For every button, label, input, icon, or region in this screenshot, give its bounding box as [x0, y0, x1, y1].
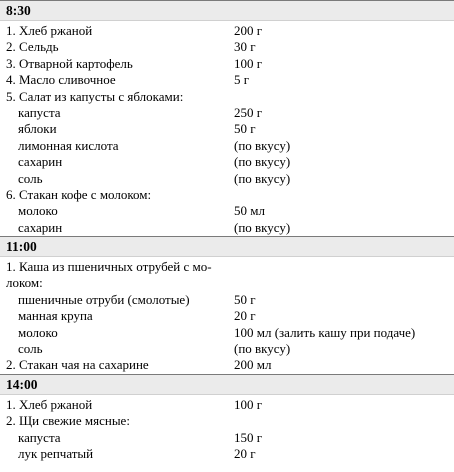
dish-name: 2. Стакан чая на сахарине	[6, 357, 149, 373]
dish-name: 1. Хлеб ржаной	[6, 23, 93, 38]
ingredient-name: молоко	[18, 203, 58, 219]
dish-row	[0, 89, 454, 105]
quantity: 150 г	[234, 429, 263, 445]
dish-row	[0, 56, 454, 72]
dish-name: 4. Масло сливочное	[6, 72, 116, 88]
ingredient-row	[0, 121, 454, 137]
meal-time-header: 14:00	[0, 375, 454, 395]
quantity: 200 мл	[234, 357, 272, 373]
quantity: 5 г	[234, 72, 250, 88]
ingredient-name: молоко	[18, 324, 58, 340]
ingredient-row	[0, 446, 454, 462]
dish-name: 5. Салат из капусты с яблоками:	[6, 88, 184, 104]
quantity: 100 г	[234, 396, 263, 412]
ingredient-name: капуста	[18, 429, 61, 445]
ingredient-row	[0, 154, 454, 170]
ingredient-name: сахарин	[18, 154, 63, 170]
quantity: 50 г	[234, 291, 256, 307]
quantity: 250 г	[234, 104, 263, 120]
meal-time-header: 11:00	[0, 237, 454, 257]
meal-items	[0, 395, 454, 463]
ingredient-row	[0, 220, 454, 236]
ingredient-name: яблоки	[18, 121, 57, 137]
ingredient-row	[0, 308, 454, 324]
quantity: (по вкусу)	[234, 154, 291, 170]
ingredient-name: лук репчатый	[18, 445, 94, 461]
ingredient-row	[0, 171, 454, 187]
ingredient-row	[0, 203, 454, 219]
ingredient-row	[0, 105, 454, 121]
ingredient-row	[0, 341, 454, 357]
dish-name: 2. Щи свежие мясные:	[6, 413, 130, 429]
dish-row	[0, 187, 454, 203]
dish-row	[0, 397, 454, 413]
ingredient-name: манная крупа	[18, 308, 93, 324]
dish-name: 1. Каша из пшеничных отрубей с мо-	[6, 259, 212, 275]
quantity: (по вкусу)	[234, 137, 291, 153]
quantity: (по вкусу)	[234, 219, 291, 235]
dish-row	[0, 23, 454, 39]
dish-name: 6. Стакан кофе с молоком:	[6, 186, 152, 202]
meal-time-header: 8:30	[0, 1, 454, 21]
ingredient-name: пшеничные отруби (смолотые)	[18, 291, 190, 307]
ingredient-name: соль	[18, 341, 43, 357]
ingredient-name: лимонная кислота	[18, 137, 119, 153]
quantity: 30 г	[234, 39, 256, 55]
dish-name: 1. Хлеб ржаной	[6, 396, 93, 412]
ingredient-name: капуста	[18, 104, 61, 120]
dish-row	[0, 72, 454, 88]
dish-row	[0, 413, 454, 429]
meal-section	[0, 236, 454, 374]
quantity: 20 г	[234, 445, 256, 461]
dish-row	[0, 275, 454, 291]
ingredient-row	[0, 292, 454, 308]
quantity: 50 г	[234, 121, 256, 137]
dish-name: 2. Сельдь	[6, 39, 59, 55]
ingredient-name: сахарин	[18, 219, 63, 235]
quantity: 200 г	[234, 23, 263, 38]
quantity: 100 мл (залить кашу при подаче)	[234, 324, 416, 340]
ingredient-row	[0, 430, 454, 446]
dish-row	[0, 259, 454, 275]
quantity: (по вкусу)	[234, 170, 291, 186]
meal-section	[0, 374, 454, 463]
dish-name: 3. Отварной картофель	[6, 55, 133, 71]
dish-name: локом:	[6, 275, 43, 291]
dish-row	[0, 357, 454, 373]
meal-items	[0, 257, 454, 374]
ingredient-name: соль	[18, 170, 43, 186]
dish-row	[0, 39, 454, 55]
meal-items	[0, 21, 454, 236]
quantity: 100 г	[234, 55, 263, 71]
quantity: 20 г	[234, 308, 256, 324]
ingredient-row	[0, 325, 454, 341]
quantity: (по вкусу)	[234, 341, 291, 357]
quantity: 50 мл	[234, 203, 265, 219]
ingredient-row	[0, 138, 454, 154]
